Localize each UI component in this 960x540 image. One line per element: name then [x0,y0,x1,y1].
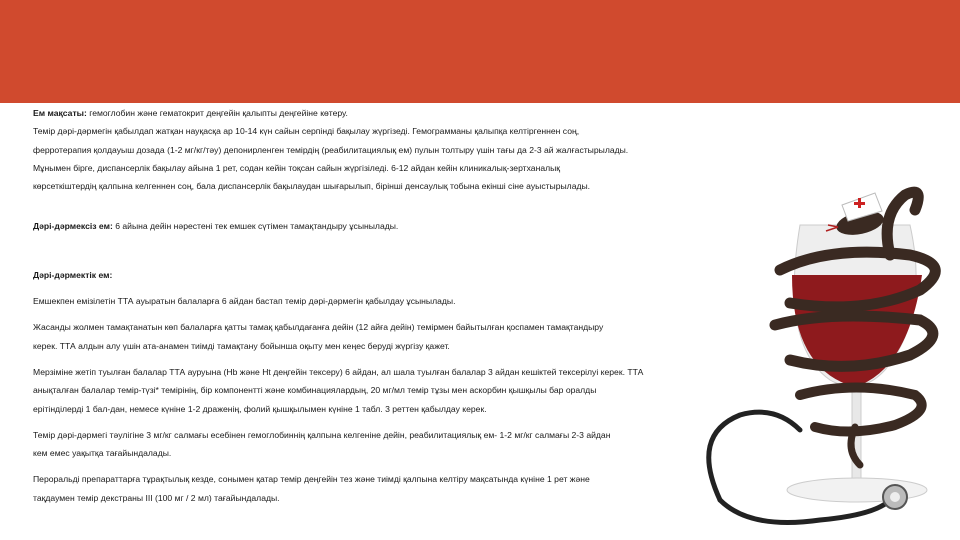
goal-text: гемоглобин және гематокрит деңгейін қалыпты деңгейіне көтеру. [86,108,348,118]
text-line: ерітінділерді 1 бал-дан, немесе күніне 1-2 драженің, фолий қышқылымен күніне 1 табл. 3 реттен қабылдау керек. [33,403,487,414]
text-line: Жасанды жолмен тамақтанатын көп балаларға қатты тамақ қабылдағанға дейін (12 айға дейін) темірмен байытылған қоспамен тамақтандыру [33,322,604,333]
text-line: керек. ТТА алдын алу үшін ата-анамен тиімді тамақтану бойынша оқыту мен кеңес беруді жүргізу қажет. [33,340,450,351]
non-drug-text: 6 айына дейін нәрестені тек емшек сүтімен тамақтандыру ұсынылады. [112,221,399,232]
text-line: Мерзіміне жетіп туылған балалар ТТА ауруына (Hb және Ht деңгейін тексеру) 6 айдан, ал шала туылған балалар 3 айдан кешіктей тексерілуі керек. ТТА [33,366,644,377]
text-line: кем емес уақытқа тағайындалады. [33,448,172,459]
text-line: Мұнымен бірге, диспансерлік бақылау айына 1 рет, содан кейін тоқсан сайын жүргізіледі. 6-12 айдан кейін клиникалық-зертханалық [33,162,561,173]
text-line: Темір дәрі-дәрмегі тәулігіне 3 мг/кг салмағы есебінен гемоглобиннің қалпына келгеніне дейін, реабилитациялық ем- 1-2 мг/кг салмағы 2-3 айдан [33,429,611,440]
text-line: тақдаумен темір декстраны III (100 мг / 2 мл) тағайындалады. [33,492,280,503]
paragraph-1: Емшекпен емізілетін ТТА ауыратын балаларға 6 айдан бастап темір дәрі-дәрмегін қабылдау ұсынылады. [33,296,456,307]
slide-body [33,104,683,507]
text-line: ферротерапия қолдауыш дозада (1-2 мг/кг/тәу) депонирленген темірдің (реабилитациялық ем) пулын толтыру үшін тағы да 2-3 ай жалғастырылады. [33,144,629,155]
text-line: анықталған балалар темір-түзі* темірінің, бір компонентті және комбинациялардың, 20 мг/мл темір тұзы мен аскорбин қышқылы бар оралды [33,385,597,396]
text-line: көрсеткіштердің қалпына келгеннен соң, бала диспансерлік бақылаудан шығарылып, бірінші денсаулық тобына екінші сіне ауыстырылады. [33,181,591,192]
text-line: Темір дәрі-дәрмегін қабылдап жатқан науқасқа ар 10-14 күн сайын серпінді бақылау жүргізеді. Гемограмманы қалыпқа келтіргеннен соң, [33,126,580,137]
snake-wine-glass-stethoscope-icon [680,165,960,540]
non-drug-line [33,217,683,235]
drug-therapy-heading: Дәрі-дәрмектік ем: [33,269,113,280]
title-banner [0,0,960,103]
goal-line [33,104,683,122]
goal-label: Ем мақсаты: [33,108,87,118]
text-line: Пероральді препараттарға тұрақтылық кезде, сонымен қатар темір деңгейін тез және тиімді қалпына келтіру мақсатында күніне 1 рет және [33,474,590,485]
non-drug-label: Дәрі-дәрмексіз ем: [33,221,113,232]
